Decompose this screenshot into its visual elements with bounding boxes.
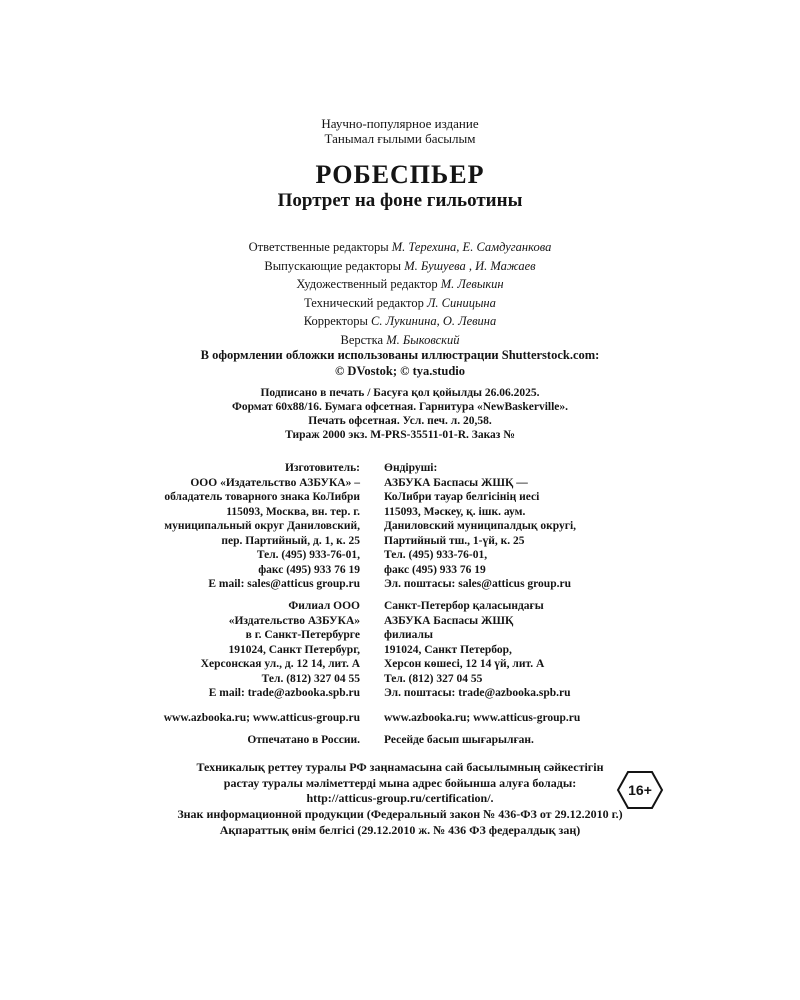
genre-kz: Танымал ғылыми басылым	[324, 131, 476, 146]
manufacturer-kz-line: Тел. (495) 933-76-01,	[384, 549, 488, 561]
branch-ru-line: E mail: trade@azbooka.spb.ru	[208, 687, 360, 699]
info-sign-line: Знак информационной продукции (Федеральный закон № 436-ФЗ от 29.12.2010 г.)	[177, 807, 623, 821]
tech-reg-line: Техникалық реттеу туралы РФ заңнамасына сай басылымның сәйкестігін	[196, 760, 604, 774]
branch-kz-line: Эл. поштасы: trade@azbooka.spb.ru	[384, 687, 571, 699]
credit-role: Верстка	[340, 332, 384, 347]
credit-role: Выпускающие редакторы	[264, 258, 402, 273]
manufacturer-ru-line: 115093, Москва, вн. тер. г.	[226, 505, 360, 518]
credit-names: М. Терехина, Е. Самдуганкова	[391, 240, 552, 254]
tech-reg-line: растау туралы мәліметтерді мына адрес бойынша алуға болады:	[223, 775, 577, 790]
credits-list	[0, 238, 800, 349]
credit-names: М. Бушуева , И. Мажаев	[404, 258, 536, 273]
book-subtitle: Портрет на фоне гильотины	[277, 190, 523, 211]
manufacturer-kz-line: Даниловский муниципалдық округі,	[384, 520, 577, 532]
branch-ru-line: Филиал ООО	[288, 600, 360, 612]
printed-ru: Отпечатано в России.	[247, 734, 360, 746]
branch-kz-line: Тел. (812) 327 04 55	[384, 672, 483, 685]
manufacturer-ru-line: Тел. (495) 933-76-01,	[256, 549, 360, 561]
print-info-line: Печать офсетная. Усл. печ. л. 20,58.	[308, 415, 492, 427]
branch-ru-line: «Издательство АЗБУКА»	[228, 614, 360, 627]
manufacturer-kz-line: АЗБУКА Баспасы ЖШҚ —	[384, 476, 528, 489]
print-info-block	[0, 386, 800, 442]
branch-ru	[90, 599, 360, 701]
manufacturer-kz-line: Эл. поштасы: sales@atticus group.ru	[384, 578, 571, 590]
credit-line	[0, 312, 800, 331]
branch-kz-line: Санкт-Петербор қаласындағы	[384, 600, 544, 612]
print-info-line: Тираж 2000 экз. M-PRS-35511-01-R. Заказ №	[285, 429, 515, 441]
credit-line	[0, 238, 800, 257]
age-rating-label: 16+	[628, 782, 652, 798]
manufacturer-kz-line: Партийный тш., 1-үй, к. 25	[384, 534, 525, 547]
book-title: РОБЕСПЬЕР	[315, 160, 485, 189]
branch-kz	[384, 599, 674, 701]
credit-names: Л. Синицына	[426, 295, 496, 310]
genre-block	[0, 116, 800, 146]
branch-ru-line: Херсонская ул., д. 12 14, лит. А	[200, 658, 360, 670]
branch-ru-line: в г. Санкт-Петербурге	[245, 629, 360, 641]
credit-names: М. Быковский	[386, 332, 460, 347]
manufacturer-ru-line: Изготовитель:	[284, 462, 360, 474]
branch-kz-line: филиалы	[384, 629, 433, 641]
manufacturer-ru-line: ООО «Издательство АЗБУКА» –	[190, 476, 360, 489]
credit-line	[0, 275, 800, 294]
age-rating-badge	[616, 770, 664, 810]
branch-kz-line: АЗБУКА Баспасы ЖШҚ	[384, 614, 514, 627]
manufacturer-ru-line: муниципальный округ Даниловский,	[164, 520, 360, 532]
branch-kz-line: Херсон көшесі, 12 14 үй, лит. А	[384, 658, 545, 670]
print-info-line: Подписано в печать / Басуға қол қойылды 26.06.2025.	[260, 387, 540, 399]
branch-ru-line: Тел. (812) 327 04 55	[261, 672, 360, 685]
manufacturer-ru-line: E mail: sales@atticus group.ru	[208, 578, 360, 590]
branch-ru-line: 191024, Санкт Петербург,	[228, 643, 360, 656]
info-sign-line: Ақпараттық өнім белгісі (29.12.2010 ж. № 436 ФЗ федералдық заң)	[219, 822, 581, 837]
branch-kz-line: 191024, Санкт Петербор,	[384, 643, 512, 656]
manufacturer-ru-line: пер. Партийный, д. 1, к. 25	[221, 534, 360, 547]
credit-names: М. Левыкин	[440, 277, 504, 291]
tech-regulation-note	[0, 760, 800, 807]
print-info-line: Формат 60х88/16. Бумага офсетная. Гарнитура «NewBaskerville».	[231, 401, 569, 413]
genre-ru: Научно-популярное издание	[321, 116, 479, 131]
tech-reg-line: http://atticus-group.ru/certification/.	[306, 791, 494, 805]
credit-role: Технический редактор	[304, 295, 424, 310]
credit-names: С. Лукинина, О. Левина	[370, 314, 497, 328]
credit-role: Художественный редактор	[296, 277, 438, 291]
printed-kz: Ресейде басып шығарылған.	[384, 734, 534, 746]
manufacturer-kz	[384, 461, 674, 592]
credit-role: Корректоры	[303, 314, 368, 328]
manufacturer-ru-line: факс (495) 933 76 19	[258, 563, 360, 576]
credit-role: Ответственные редакторы	[248, 240, 389, 254]
website-ru: www.azbooka.ru; www.atticus-group.ru	[163, 712, 360, 724]
manufacturer-kz-line: 115093, Мәскеу, қ. ішк. аум.	[384, 505, 526, 518]
website-kz: www.azbooka.ru; www.atticus-group.ru	[384, 712, 581, 724]
cover-note-line: © DVostok; © tya.studio	[334, 364, 466, 378]
cover-illustration-note	[0, 347, 800, 379]
manufacturer-ru-line: обладатель товарного знака КоЛибри	[164, 491, 360, 503]
credit-line	[0, 294, 800, 313]
manufacturer-kz-line: факс (495) 933 76 19	[384, 563, 486, 576]
cover-note-line: В оформлении обложки использованы иллюстрации Shutterstock.com:	[200, 348, 600, 362]
credit-line	[0, 257, 800, 276]
manufacturer-ru	[90, 461, 360, 592]
manufacturer-kz-line: Өндіруші:	[384, 462, 438, 474]
manufacturer-kz-line: КоЛибри тауар белгісінің иесі	[384, 491, 540, 503]
info-product-sign	[0, 807, 800, 838]
